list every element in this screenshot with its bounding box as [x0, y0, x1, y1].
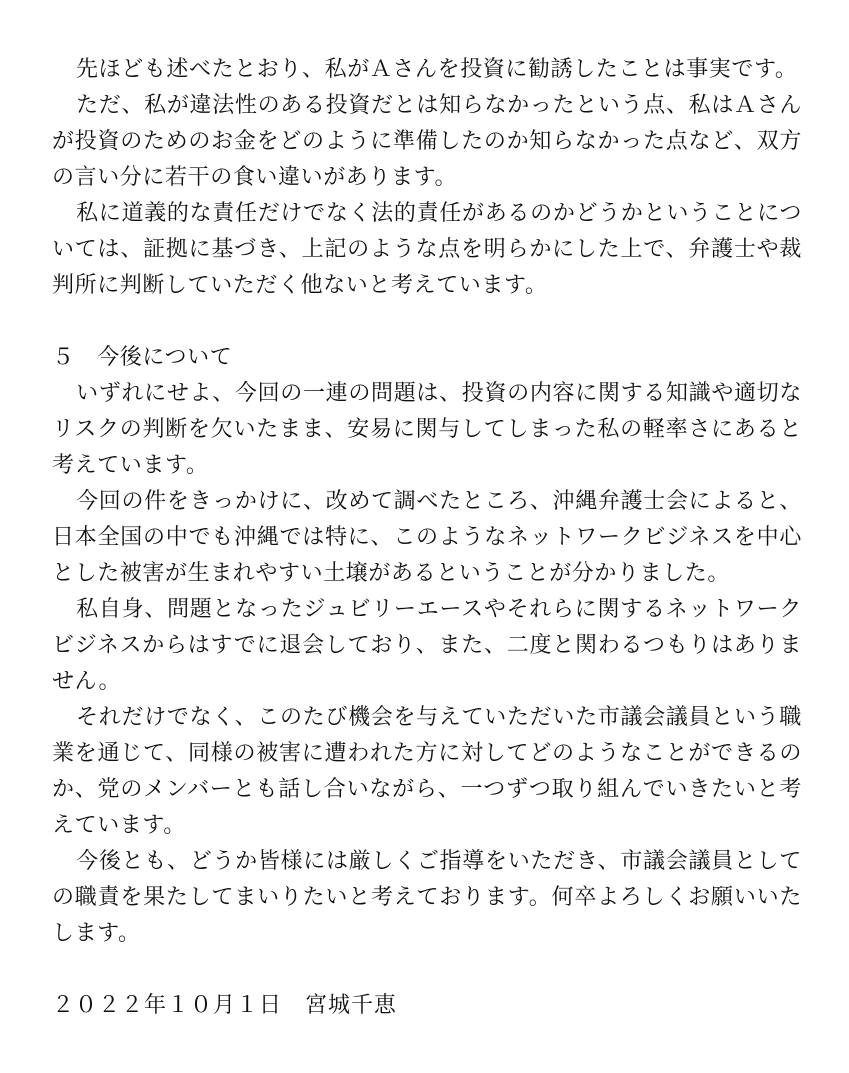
text-line: の言い分に若干の食い違いがあります。	[52, 165, 458, 190]
text-line: リスクの判断を欠いたまま、安易に関与してしまった私の軽率さにあると	[52, 417, 802, 442]
text-line: が投資のためのお金をどのように準備したのか知らなかった点など、双方	[52, 129, 802, 154]
text-line: ビジネスからはすでに退会しており、また、二度と関わるつもりはありま	[52, 633, 802, 658]
text-line: いては、証拠に基づき、上記のような点を明らかにした上で、弁護士や裁	[52, 237, 802, 262]
text-line: 私自身、問題となったジュビリーエースやそれらに関するネットワーク	[76, 597, 802, 622]
text-line: 私に道義的な責任だけでなく法的責任があるのかどうかということにつ	[76, 201, 802, 226]
section-heading: ５ 今後について	[52, 345, 233, 370]
text-line: せん。	[52, 669, 122, 694]
text-line: それだけでなく、このたび機会を与えていただいた市議会議員という職	[76, 705, 802, 730]
text-line: の職責を果たしてまいりたいと考えております。何卒よろしくお願いいた	[52, 885, 802, 910]
text-line: えています。	[52, 813, 186, 838]
text-line: します。	[52, 921, 141, 946]
text-line: 今後とも、どうか皆様には厳しくご指導をいただき、市議会議員として	[76, 849, 802, 874]
text-line: 今回の件をきっかけに、改めて調べたところ、沖縄弁護士会によると、	[76, 489, 802, 514]
text-line: か、党のメンバーとも話し合いながら、一つずつ取り組んでいきたいと考	[52, 777, 802, 802]
text-line: 考えています。	[52, 453, 209, 478]
text-line: とした被害が生まれやすい土壌があるということが分かりました。	[52, 561, 731, 586]
text-line: 業を通じて、同様の被害に遭われた方に対してどのようなことができるの	[52, 741, 802, 766]
date-signature: ２０２２年１０月１日 宮城千恵	[52, 993, 398, 1018]
text-line: 日本全国の中でも沖縄では特に、このようなネットワークビジネスを中心	[52, 525, 802, 550]
text-line: ただ、私が違法性のある投資だとは知らなかったという点、私はＡさん	[76, 93, 802, 118]
text-line: 判所に判断していただく他ないと考えています。	[52, 273, 548, 298]
text-line: 先ほども述べたとおり、私がＡさんを投資に勧誘したことは事実です。	[76, 57, 798, 82]
text-line: いずれにせよ、今回の一連の問題は、投資の内容に関する知識や適切な	[76, 381, 802, 406]
